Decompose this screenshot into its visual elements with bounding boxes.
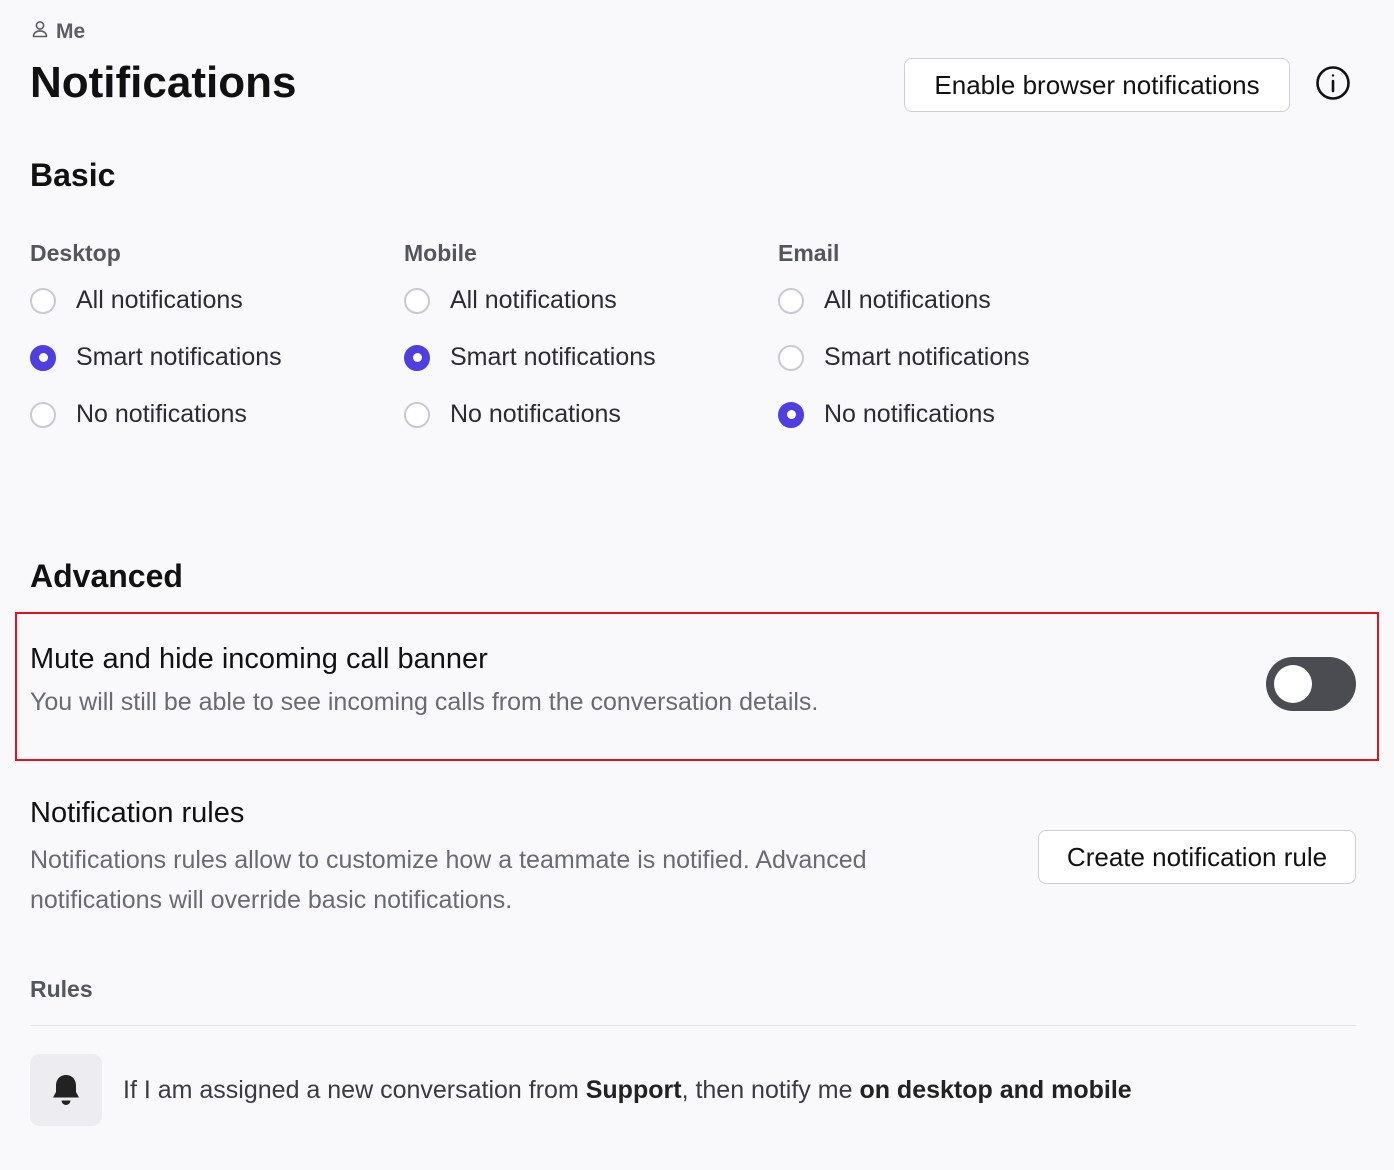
info-icon[interactable] xyxy=(1312,62,1354,104)
option-label: Smart notifications xyxy=(76,343,282,371)
notification-rules-description: Notifications rules allow to customize how a teammate is notified. Advanced notifications will override basic notifications. xyxy=(30,846,867,914)
bell-icon xyxy=(30,1054,102,1126)
rule-item[interactable] xyxy=(30,1054,1356,1126)
email-all-notifications-option[interactable] xyxy=(778,272,1148,329)
desktop-column xyxy=(30,240,400,443)
radio-button[interactable] xyxy=(778,288,804,314)
enable-browser-notifications-button[interactable]: Enable browser notifications xyxy=(904,58,1290,112)
user-icon xyxy=(30,19,50,45)
mute-call-banner-title: Mute and hide incoming call banner xyxy=(30,643,488,675)
email-no-notifications-option[interactable] xyxy=(778,386,1148,443)
mobile-smart-notifications-option[interactable] xyxy=(404,329,774,386)
radio-button[interactable] xyxy=(30,345,56,371)
column-heading-desktop: Desktop xyxy=(30,240,121,266)
mobile-no-notifications-option[interactable] xyxy=(404,386,774,443)
option-label: All notifications xyxy=(76,286,243,314)
option-label: Smart notifications xyxy=(824,343,1030,371)
rules-list-label: Rules xyxy=(30,976,93,1002)
radio-button[interactable] xyxy=(778,402,804,428)
rule-description xyxy=(123,1076,1132,1105)
divider xyxy=(30,1025,1356,1026)
mobile-all-notifications-option[interactable] xyxy=(404,272,774,329)
desktop-all-notifications-option[interactable] xyxy=(30,272,400,329)
rule-source: Support xyxy=(585,1075,682,1104)
radio-button[interactable] xyxy=(404,288,430,314)
option-label: All notifications xyxy=(450,286,617,314)
radio-button[interactable] xyxy=(30,402,56,428)
column-heading-email: Email xyxy=(778,240,840,266)
rule-channels: on desktop and mobile xyxy=(859,1075,1132,1104)
advanced-section-title: Advanced xyxy=(30,558,183,594)
email-column xyxy=(778,240,1148,443)
mute-call-banner-toggle[interactable] xyxy=(1266,657,1356,711)
radio-button[interactable] xyxy=(778,345,804,371)
mobile-column xyxy=(404,240,774,443)
rule-middle: , then notify me xyxy=(681,1075,860,1104)
option-label: Smart notifications xyxy=(450,343,656,371)
toggle-knob xyxy=(1274,665,1312,703)
option-label: No notifications xyxy=(450,400,621,428)
basic-section-title: Basic xyxy=(30,157,116,193)
breadcrumb[interactable] xyxy=(30,19,85,45)
breadcrumb-label: Me xyxy=(56,20,86,43)
desktop-smart-notifications-option[interactable] xyxy=(30,329,400,386)
page-title: Notifications xyxy=(30,58,297,107)
radio-button[interactable] xyxy=(404,345,430,371)
radio-button[interactable] xyxy=(404,402,430,428)
highlight-box xyxy=(15,612,1379,761)
option-label: No notifications xyxy=(76,400,247,428)
email-smart-notifications-option[interactable] xyxy=(778,329,1148,386)
option-label: All notifications xyxy=(824,286,991,314)
notification-rules-title: Notification rules xyxy=(30,797,245,829)
desktop-no-notifications-option[interactable] xyxy=(30,386,400,443)
radio-button[interactable] xyxy=(30,288,56,314)
column-heading-mobile: Mobile xyxy=(404,240,477,266)
rule-prefix: If I am assigned a new conversation from xyxy=(123,1075,586,1104)
option-label: No notifications xyxy=(824,400,995,428)
mute-call-banner-description: You will still be able to see incoming calls from the conversation details. xyxy=(30,688,819,716)
create-notification-rule-button[interactable]: Create notification rule xyxy=(1038,830,1356,884)
